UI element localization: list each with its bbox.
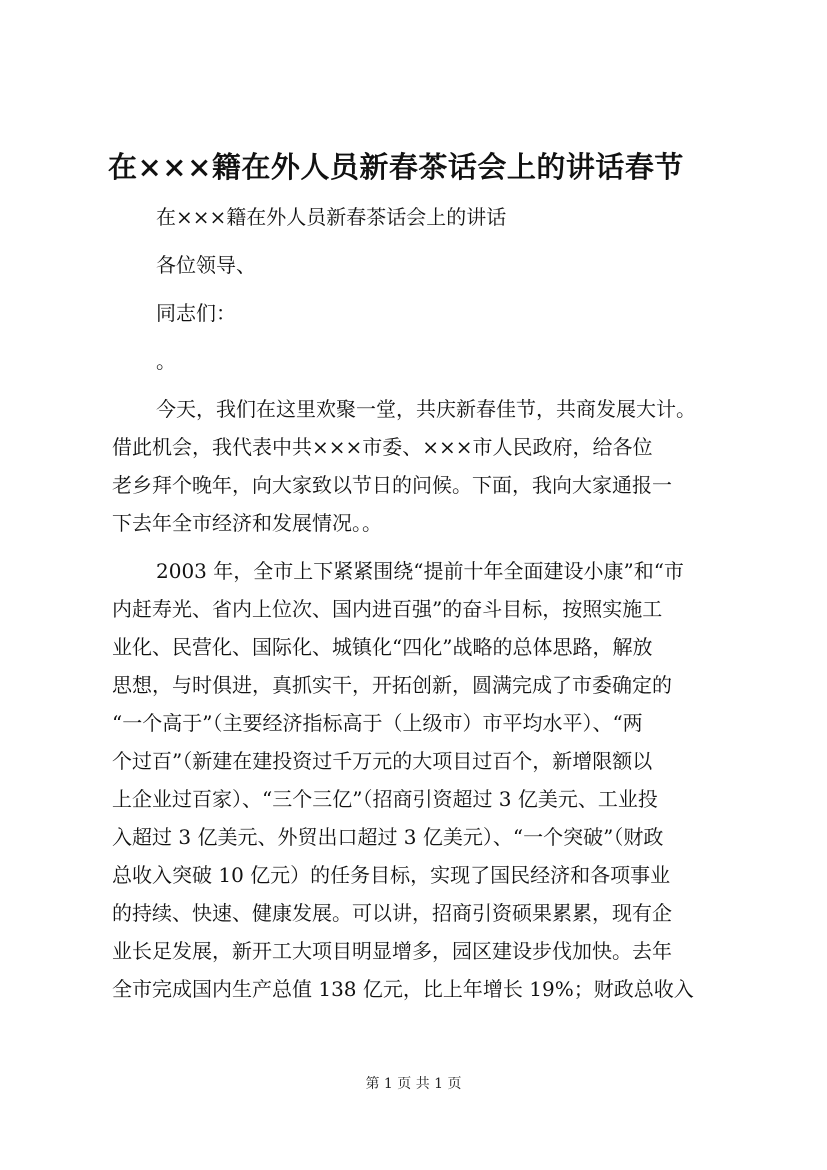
paragraph-economy [112, 552, 724, 1008]
paragraph-line: 内赶寿光、省内上位次、国内进百强”的奋斗目标，按照实施工 [112, 597, 663, 621]
paragraph-line: 业化、民营化、国际化、城镇化“四化”战略的总体思路，解放 [112, 635, 653, 659]
paragraph-line: 业长足发展，新开工大项目明显增多，园区建设步伐加快。去年 [112, 939, 672, 963]
speech-subtitle: 在×××籍在外人员新春茶话会上的讲话 [156, 205, 507, 229]
paragraph-line: 借此机会，我代表中共×××市委、×××市人民政府，给各位 [112, 435, 653, 459]
document-body [112, 198, 724, 1008]
paragraph-line: 下去年全市经济和发展情况。。 [112, 511, 382, 535]
paragraph-greeting [112, 390, 724, 542]
stray-period: 。 [156, 349, 176, 373]
paragraph-line: 总收入突破 10 亿元）的任务目标，实现了国民经济和各项事业 [112, 863, 671, 887]
page-title: 在×××籍在外人员新春茶话会上的讲话春节 [108, 150, 684, 184]
paragraph-line: 今天，我们在这里欢聚一堂，共庆新春佳节，共商发展大计。 [156, 397, 696, 421]
paragraph-line: 上企业过百家）、“三个三亿”（招商引资超过 3 亿美元、工业投 [112, 787, 658, 811]
paragraph-line: 个过百”（新建在建投资过千万元的大项目过百个，新增限额以 [112, 749, 653, 773]
page-footer: 第 1 页 共 1 页 [365, 1076, 462, 1092]
paragraph-line: 老乡拜个晚年，向大家致以节日的问候。下面，我向大家通报一 [112, 473, 672, 497]
paragraph-line: 入超过 3 亿美元、外贸出口超过 3 亿美元）、“一个突破”（财政 [112, 825, 664, 849]
paragraph-line: 2003 年，全市上下紧紧围绕“提前十年全面建设小康”和“市 [156, 559, 684, 583]
salutation-comrades: 同志们： [156, 301, 236, 325]
salutation-leaders: 各位领导、 [156, 253, 256, 277]
paragraph-line: 全市完成国内生产总值 138 亿元，比上年增长 19%；财政总收入 [112, 977, 694, 1001]
paragraph-line: 思想，与时俱进，真抓实干，开拓创新，圆满完成了市委确定的 [112, 673, 672, 697]
paragraph-line: 的持续、快速、健康发展。可以讲，招商引资硕果累累，现有企 [112, 901, 672, 925]
paragraph-line: “一个高于”（主要经济指标高于（上级市）市平均水平）、“两 [112, 711, 643, 735]
